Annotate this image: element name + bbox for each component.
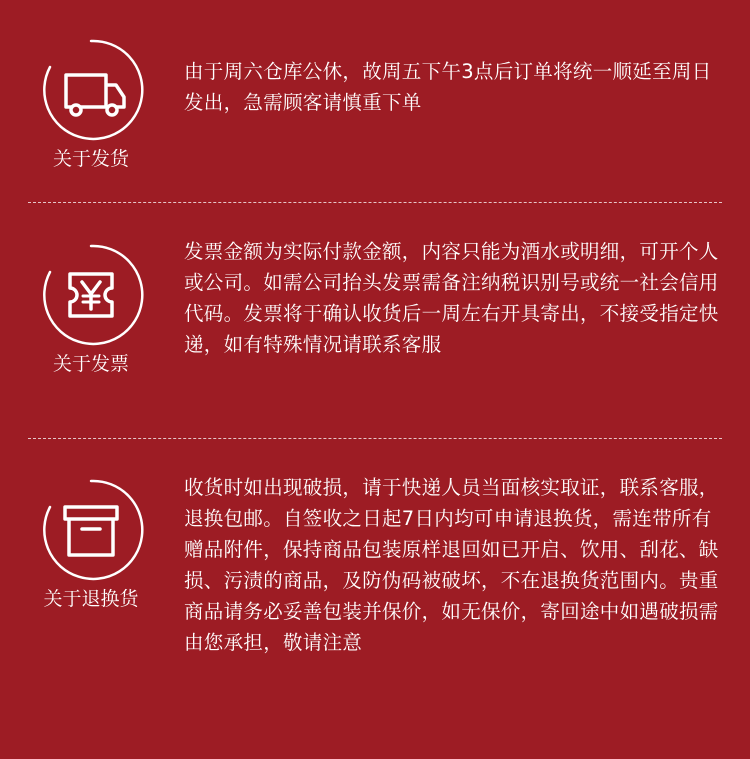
invoice-yen-icon — [36, 240, 146, 350]
invoice-text: 发票金额为实际付款金额，内容只能为酒水或明细，可开个人或公司。如需公司抬头发票需备注纳税识别号或统一社会信用代码。发票将于确认收货后一周左右开具寄出，不接受指定快递，如有特殊情况请联系客服 — [184, 240, 719, 356]
shipping-icon-column — [36, 35, 146, 171]
return-box-icon — [36, 475, 146, 585]
divider-1 — [28, 202, 722, 203]
divider-2 — [28, 438, 722, 439]
returns-label: 关于退换货 — [43, 588, 139, 610]
truck-icon — [36, 35, 146, 145]
invoice-label: 关于发票 — [52, 353, 129, 375]
returns-icon-column — [36, 475, 146, 611]
shipping-label: 关于发货 — [52, 148, 129, 170]
returns-text: 收货时如出现破损，请于快递人员当面核实取证，联系客服，退换包邮。自签收之日起7日内均可申请退换货，需连带所有赠品附件，保持商品包装原样退回如已开启、饮用、刮花、缺损、污渍的商品，及防伪码被破坏，不在退换货范围内。贵重商品请务必妥善包装并保价，如无保价，寄回途中如遇破损需由您承担，敬请注意 — [184, 476, 719, 654]
shipping-text: 由于周六仓库公休，故周五下午3点后订单将统一顺延至周日发出，急需顾客请慎重下单 — [184, 60, 712, 114]
invoice-icon-column — [36, 240, 146, 376]
